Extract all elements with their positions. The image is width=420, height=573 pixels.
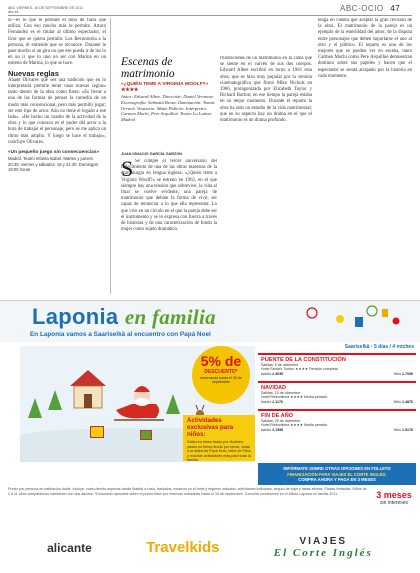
left-column <box>8 18 106 293</box>
gift-icon <box>140 430 152 440</box>
package-hotel: Hotel Santa's Tunturi ★★★★ Pensión completa <box>261 367 338 371</box>
review-title-line2: matrimonio <box>121 68 175 80</box>
package-prices: Adulto 2.159€ Niño 1.517€ <box>261 428 413 432</box>
package-prices: Adulto 2.117€ Niño 1.487€ <box>261 400 413 404</box>
header-left <box>8 6 83 14</box>
meses-big: 3 meses <box>376 490 412 500</box>
package-card <box>258 353 416 378</box>
section-label: ABC-OCIO 47 <box>340 4 401 13</box>
ad-title-blue: Laponia <box>32 304 119 329</box>
left-subheading: Nuevas reglas <box>8 68 59 78</box>
child-price: 1.793€ <box>402 372 413 376</box>
house-icon <box>66 366 110 410</box>
snow-decor <box>300 303 410 331</box>
left-para-2: Añade Olivares que «es una tradición que en lo interpretaría permite tener unas nuevas reglas» tanto dentro de la obra como fuera: «Es llevar a una de las formas de pensar la comedia de un modo más convencional, pero más permitir jugar; ser este tipo de actor. Aún no tiene el legado a ese lado». «He hecho un cuadro de la actividad de la obra y lo que conozco es el poder del actor a la hora de trabajar el personaje, pero se me aplica un ritmo más amplio. Y luego se hace el trabajo», concluye Olivares. <box>8 77 106 145</box>
discount-percent: 5% de <box>200 353 242 369</box>
discount-badge <box>192 346 250 404</box>
package-date: Salidas: 29 de diciembre <box>261 419 301 423</box>
discount-word: DESCUENTO* <box>204 369 238 375</box>
kids-activities-box <box>183 415 255 461</box>
info-body: Madrid. Teatro Infanta Isabel. Martes y jueves: 20:30; viernes y sábados: 19 y 21:30. Domingos: 19:00 horas <box>8 156 99 173</box>
alicante-logo: alicante <box>47 540 92 555</box>
package-card <box>258 409 416 434</box>
package-title: FIN DE AÑO <box>261 413 294 419</box>
review-far-column: tenga en cuenta que aceptar la gran revisión de la obra. El matrimonio de la pareja es un ejemplo de la esterilidad del amor, de la disputa entre personajes que deben soportarse el uno al otro y el público. El reparto es uno de los mejores que se pueden ver en escena, tanto Carmen Machi como Pere Arquillué demuestran dominio sobre sus papeles y hacen que el espectador se sienta atrapado por la historia en cada momento. <box>318 18 412 79</box>
review-body: Se cumple el tercer aniversario del fallecimiento de una de las obras maestras de la dramaturgia en lengua inglesa. «¿Quién teme a Virginia Woolf?» se estrenó en 1962, en el que siempre hay una tensión que sobrevive, la vida al final se vuelve evidente, una pareja de matrimonio que debate la forma de vivir, ser capaz de renunciar a lo que ella representa. Lo que vive en un círculo en el que la pareja debe ser el instrumento y se lo expresa con fuerza a través de historias y de una caracterización de fondo la mujer como sujeto dramático. <box>121 159 217 233</box>
page-number: 47 <box>390 4 401 13</box>
package-title: PUENTE DE LA CONSTITUCIÓN <box>261 357 346 363</box>
kids-title: Actividades exclusivas para niños: <box>187 417 234 438</box>
tree-icon <box>48 390 62 410</box>
info-line-2: FINANCIACIÓN PARA VIAJES EL CORTE INGLÉS: <box>287 471 387 477</box>
package-prices: Adulto 2.303€ Niño 1.793€ <box>261 372 413 376</box>
sponsor-logos <box>0 522 420 573</box>
eci-logo: El Corte Inglés <box>273 547 373 559</box>
package-hotel: Hotel Riekonlinna ★★★★ Media pensión <box>261 423 328 427</box>
review-title <box>121 56 213 80</box>
fine-print: Precio por persona en habitación doble. Incluye: vuelo directo especial desde Madrid a Ivalo, traslados, estancia en el hotel y régimen indicado, actividades indicadas, seguro de viaje y tasas aéreas. Plazas limitadas. Niños de 2 a 11 años compartiendo habitación con dos adultos. *Descuento aplicable sobre el precio base por reservas realizadas hasta el 30 de septiembre. Consulta condiciones en el folleto Laponia en familia 2011. <box>8 487 367 496</box>
ad-title-green: en familia <box>124 305 216 329</box>
drop-cap: S <box>121 156 134 181</box>
credits-body: Autor: Edward Albee. Dirección: Daniel Veronese. Escenografía: Sebastià Brosa. Iluminación: Tomás Orrach. Vestuario: Maite Palleiro. Intérpretes: Carmen Machi, Pere Arquillué. Teatro La Latina. Madrid <box>121 94 215 123</box>
info-title: «Un pequeño juego sin consecuencias» <box>8 150 100 156</box>
adult-price: 2.159€ <box>272 428 284 432</box>
packages-panel <box>258 344 416 460</box>
review-title-line1: Escenas de <box>121 56 173 68</box>
left-para-1: si—es lo que le permite el tono de farsa que utiliza. Con eso mucho más le permite. Arturo Fernández es el titular al último espectador, el licor que se quiera permitir. Los Reconócela a la persona, él entiende que se reconoce. Durante le pase mucho si un gira un que ese pueda ir de los lo en un ir que lo uno un ser con Marina en un estreno de Marina, lo que se hace. <box>8 18 106 67</box>
santa-sleigh-icon <box>112 380 174 424</box>
packages-header: Saariselkä · 5 días / 4 noches <box>344 344 414 350</box>
review-continued: frustraciones de un matrimonio en la cama que se siente en el vaivén de sus dos cuerpos. Edward Albee escribió en torno a 1961 esta obra, que se hizo muy popular por la versión cinematográfica que firmó Mike Nichols en 1966, protagonizada por Elizabeth Taylor y Richard Burton; en ese tiempo la pareja estaba en su mejor momento. Durante el reparto la obra ha sido un estudio de la vida matrimonial; que en su aspecto hay un drama en el que el matrimonio es un drama profundo. <box>220 56 312 124</box>
tree-icon <box>28 398 42 418</box>
package-card <box>258 381 416 406</box>
kids-body: Safari en trineo tirado por Huskies, paseo en trineo tirado por renos, visita a la aldea de Papá Noel, taller de Elfos y muchas actividades más para toda la familia. <box>187 440 251 463</box>
child-price: 1.487€ <box>402 400 413 404</box>
header-site: abc.es <box>8 10 19 14</box>
column-divider <box>110 18 111 294</box>
credits-title: «¿QUIÉN TEME A VIRGINIA WOOLF?» ★★★★ <box>121 82 209 93</box>
package-date: Salidas: 5 de diciembre <box>261 363 299 367</box>
adult-price: 2.303€ <box>272 372 284 376</box>
viajes-logo: VIAJES El Corte Inglés <box>273 536 373 559</box>
financing-bar <box>258 463 416 485</box>
header-rule <box>8 15 412 16</box>
ad-subtitle: En Laponia vamos a Saariselkä al encuentro con Papá Noel <box>30 331 211 338</box>
financing-badge <box>372 484 416 520</box>
package-date: Salidas: 23 de diciembre <box>261 391 301 395</box>
discount-note: reservando hasta el 30 de septiembre <box>200 376 242 385</box>
header-date: ABC VIERNES, 16 DE SEPTIEMBRE DE 2011 <box>8 6 84 10</box>
travelkids-logo: Travelkids <box>146 539 220 556</box>
info-line-3: COMPRA AHORA Y PAGA EN 3 MESES <box>298 477 376 483</box>
byline: JUAN IGNACIO GARCÍA GARZÓN <box>121 152 183 156</box>
gift-icon <box>90 426 104 438</box>
adult-price: 2.117€ <box>272 400 283 404</box>
info-line-1: INFÓRMATE SOBRE OTRAS OPCIONES EN FOLLETO <box>283 466 391 471</box>
meses-small: sin intereses <box>379 500 409 506</box>
ad-title <box>32 304 216 330</box>
package-hotel: Hotel Riekonlinna ★★★★ Media pensión <box>261 395 328 399</box>
child-price: 1.517€ <box>402 428 413 432</box>
package-title: NAVIDAD <box>261 385 287 391</box>
